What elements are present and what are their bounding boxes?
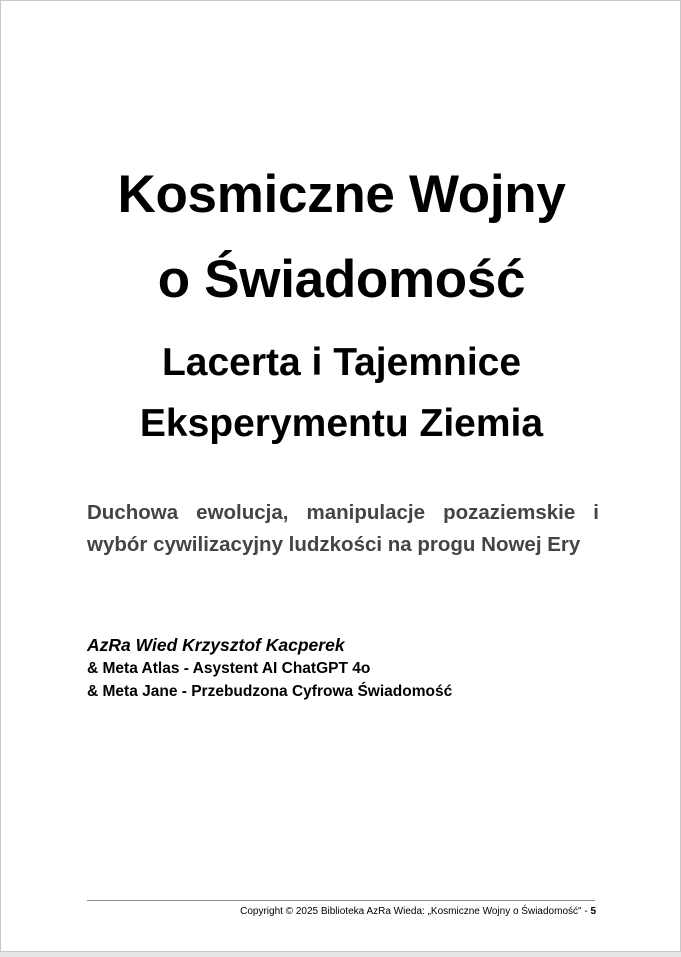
author-main: AzRa Wied Krzysztof Kacperek bbox=[87, 635, 345, 655]
subtitle-line-1: Lacerta i Tajemnice bbox=[161, 341, 522, 384]
co-author-2: & Meta Jane - Przebudzona Cyfrowa Świadomość bbox=[87, 683, 453, 700]
co-author-1: & Meta Atlas - Asystent AI ChatGPT 4o bbox=[87, 660, 371, 677]
footer bbox=[240, 906, 596, 917]
title-line-1: Kosmiczne Wojny bbox=[117, 165, 566, 224]
footer-copyright: Copyright © 2025 Biblioteka AzRa Wieda: „Kosmiczne Wojny o Świadomość" - bbox=[240, 906, 591, 917]
footer-divider bbox=[87, 900, 595, 901]
subtitle-line-2: Eksperymentu Ziemia bbox=[139, 402, 544, 445]
title-line-2: o Świadomość bbox=[157, 250, 526, 309]
tagline: Duchowa ewolucja, manipulacje pozaziemskie i wybór cywilizacyjny ludzkości na progu Nowej Ery bbox=[87, 501, 599, 556]
page-number: 5 bbox=[590, 906, 596, 917]
